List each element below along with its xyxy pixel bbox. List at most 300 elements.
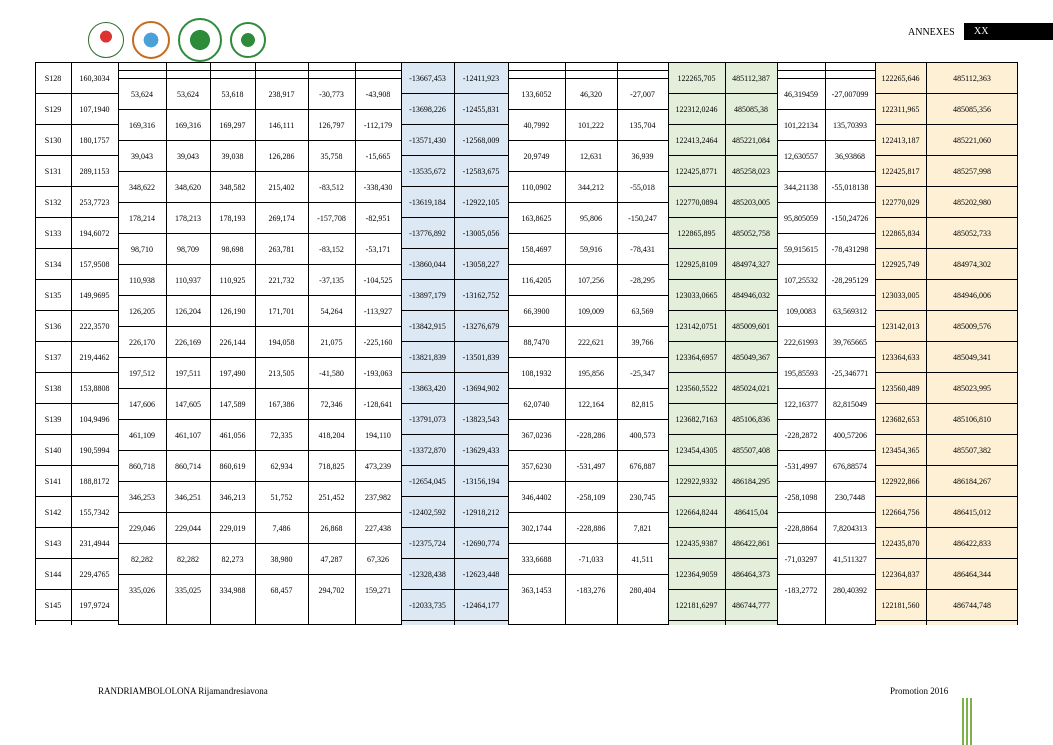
school-logo-icon bbox=[132, 21, 170, 59]
table-cell: 238,917 bbox=[268, 90, 295, 99]
table-cell: 169,316 bbox=[175, 121, 201, 130]
table-cell: 122925,749 bbox=[881, 260, 920, 269]
row-divider bbox=[668, 124, 777, 125]
table-cell: 484974,302 bbox=[953, 260, 991, 269]
table-cell: -150,247 bbox=[628, 214, 657, 223]
table-cell: 163,8625 bbox=[521, 214, 552, 223]
table-cell: S145 bbox=[44, 601, 62, 610]
row-divider bbox=[777, 419, 875, 420]
row-divider bbox=[35, 558, 118, 559]
table-cell: -183,276 bbox=[576, 586, 606, 595]
table-cell: 219,4462 bbox=[79, 353, 110, 362]
table-cell: -13629,433 bbox=[462, 446, 500, 455]
table-cell: 334,988 bbox=[219, 586, 246, 595]
table-cell: 67,326 bbox=[367, 555, 389, 564]
table-cell: 133,6052 bbox=[521, 90, 552, 99]
row-divider bbox=[508, 481, 668, 482]
table-cell: 122425,8771 bbox=[675, 167, 718, 176]
row-divider bbox=[508, 543, 668, 544]
table-cell: 348,622 bbox=[129, 183, 155, 192]
row-divider bbox=[35, 372, 118, 373]
table-cell: S139 bbox=[44, 415, 62, 424]
row-divider bbox=[35, 434, 118, 435]
table-cell: 718,825 bbox=[318, 462, 345, 471]
table-cell: 486422,833 bbox=[953, 539, 991, 548]
table-cell: 104,9496 bbox=[79, 415, 110, 424]
table-cell: 123142,0751 bbox=[675, 322, 718, 331]
row-divider bbox=[508, 264, 668, 265]
table-cell: 59,915615 bbox=[784, 245, 818, 254]
table-cell: 149,9695 bbox=[79, 291, 110, 300]
table-cell: 159,271 bbox=[365, 586, 391, 595]
table-cell: 485024,021 bbox=[732, 384, 770, 393]
row-divider bbox=[118, 543, 401, 544]
row-divider bbox=[777, 171, 875, 172]
table-cell: 41,511327 bbox=[833, 555, 867, 564]
row-divider bbox=[118, 109, 401, 110]
row-divider bbox=[508, 357, 668, 358]
row-divider bbox=[777, 450, 875, 451]
row-divider bbox=[401, 558, 508, 559]
data-table bbox=[35, 62, 1018, 625]
table-cell: 171,701 bbox=[268, 307, 295, 316]
table-cell: 226,144 bbox=[219, 338, 246, 347]
table-cell: 122770,0894 bbox=[675, 198, 718, 207]
table-cell: -128,641 bbox=[363, 400, 393, 409]
table-cell: -228,8864 bbox=[784, 524, 818, 533]
row-divider bbox=[668, 465, 777, 466]
table-cell: 280,40392 bbox=[833, 586, 867, 595]
table-cell: 226,169 bbox=[175, 338, 201, 347]
table-cell: 82,815 bbox=[631, 400, 654, 409]
table-cell: 485507,382 bbox=[953, 446, 991, 455]
table-cell: 63,569 bbox=[631, 307, 654, 316]
row-divider bbox=[508, 70, 668, 71]
table-cell: 178,193 bbox=[219, 214, 246, 223]
table-cell: -13571,430 bbox=[409, 136, 446, 145]
table-cell: 122865,895 bbox=[677, 229, 716, 238]
table-cell: 46,320 bbox=[580, 90, 602, 99]
table-cell: -12654,045 bbox=[409, 477, 446, 486]
table-cell: -27,007 bbox=[630, 90, 655, 99]
table-cell: 135,704 bbox=[629, 121, 656, 130]
row-divider bbox=[668, 372, 777, 373]
row-divider bbox=[401, 186, 508, 187]
table-cell: 180,1757 bbox=[79, 136, 110, 145]
table-cell: 346,213 bbox=[219, 493, 246, 502]
table-cell: -193,063 bbox=[363, 369, 393, 378]
row-divider bbox=[401, 496, 508, 497]
table-cell: 122312,0246 bbox=[675, 105, 718, 114]
row-divider bbox=[777, 78, 875, 79]
row-divider bbox=[118, 624, 401, 625]
table-cell: 21,075 bbox=[320, 338, 343, 347]
table-cell: 485009,601 bbox=[732, 322, 770, 331]
table-cell: -531,497 bbox=[576, 462, 606, 471]
table-cell: 190,5994 bbox=[79, 446, 110, 455]
table-cell: 195,85593 bbox=[784, 369, 818, 378]
table-cell: 215,402 bbox=[268, 183, 295, 192]
table-cell: -113,927 bbox=[363, 307, 393, 316]
row-divider bbox=[508, 233, 668, 234]
row-divider bbox=[401, 62, 508, 63]
row-divider bbox=[118, 202, 401, 203]
row-divider bbox=[401, 434, 508, 435]
table-cell: 122664,8244 bbox=[675, 508, 718, 517]
table-cell: 62,934 bbox=[270, 462, 293, 471]
table-cell: 51,752 bbox=[270, 493, 293, 502]
row-divider bbox=[118, 419, 401, 420]
table-cell: 12,631 bbox=[580, 152, 602, 161]
row-divider bbox=[777, 543, 875, 544]
row-divider bbox=[777, 357, 875, 358]
university-logo-icon bbox=[88, 22, 124, 58]
table-cell: 123560,5522 bbox=[675, 384, 718, 393]
author-name: RANDRIAMBOLOLONA Rijamandresiavona bbox=[98, 686, 268, 696]
row-divider bbox=[875, 341, 1018, 342]
row-divider bbox=[35, 186, 118, 187]
table-cell: 367,0236 bbox=[521, 431, 552, 440]
table-cell: -53,171 bbox=[365, 245, 391, 254]
table-cell: 363,1453 bbox=[521, 586, 552, 595]
table-cell: 110,925 bbox=[219, 276, 246, 285]
table-cell: 135,70393 bbox=[833, 121, 867, 130]
table-cell: 860,714 bbox=[175, 462, 201, 471]
table-cell: 123033,0665 bbox=[675, 291, 718, 300]
table-cell: 485023,995 bbox=[953, 384, 991, 393]
table-cell: S140 bbox=[44, 446, 62, 455]
table-cell: 169,297 bbox=[219, 121, 246, 130]
header-logos bbox=[88, 20, 266, 60]
table-cell: S144 bbox=[44, 570, 62, 579]
table-cell: 229,046 bbox=[129, 524, 155, 533]
row-divider bbox=[668, 155, 777, 156]
table-cell: -13860,044 bbox=[409, 260, 446, 269]
table-cell: 676,88574 bbox=[833, 462, 867, 471]
table-cell: 229,044 bbox=[175, 524, 201, 533]
row-divider bbox=[118, 574, 401, 575]
table-cell: 485221,084 bbox=[732, 136, 770, 145]
table-cell: -13897,179 bbox=[409, 291, 446, 300]
table-cell: 36,93868 bbox=[835, 152, 865, 161]
table-cell: 66,3900 bbox=[523, 307, 550, 316]
table-cell: 230,745 bbox=[629, 493, 656, 502]
row-divider bbox=[118, 171, 401, 172]
row-divider bbox=[508, 109, 668, 110]
row-divider bbox=[777, 481, 875, 482]
row-divider bbox=[875, 620, 1018, 621]
row-divider bbox=[401, 124, 508, 125]
row-divider bbox=[35, 310, 118, 311]
table-cell: 54,264 bbox=[320, 307, 343, 316]
row-divider bbox=[875, 465, 1018, 466]
table-cell: 126,204 bbox=[175, 307, 201, 316]
row-divider bbox=[668, 279, 777, 280]
table-cell: 213,505 bbox=[268, 369, 295, 378]
table-cell: 485106,836 bbox=[732, 415, 770, 424]
table-cell: 109,0083 bbox=[786, 307, 816, 316]
row-divider bbox=[118, 264, 401, 265]
table-cell: -30,773 bbox=[319, 90, 344, 99]
row-divider bbox=[777, 624, 875, 625]
table-cell: -338,430 bbox=[363, 183, 393, 192]
table-cell: 226,170 bbox=[129, 338, 155, 347]
row-divider bbox=[875, 434, 1018, 435]
row-divider bbox=[668, 93, 777, 94]
page-number-box: XX bbox=[964, 23, 1053, 40]
table-cell: S131 bbox=[44, 167, 62, 176]
table-cell: 485112,363 bbox=[953, 74, 991, 83]
row-divider bbox=[668, 217, 777, 218]
table-cell: 473,239 bbox=[365, 462, 391, 471]
table-cell: 289,1153 bbox=[79, 167, 110, 176]
table-cell: 485112,387 bbox=[732, 74, 770, 83]
table-cell: 123142,013 bbox=[881, 322, 920, 331]
row-divider bbox=[875, 403, 1018, 404]
table-cell: -25,346771 bbox=[831, 369, 869, 378]
table-cell: 461,109 bbox=[129, 431, 155, 440]
row-divider bbox=[35, 465, 118, 466]
table-cell: -13667,453 bbox=[409, 74, 446, 83]
table-cell: 860,718 bbox=[129, 462, 155, 471]
row-divider bbox=[508, 171, 668, 172]
row-divider bbox=[508, 419, 668, 420]
table-cell: 160,3034 bbox=[79, 74, 110, 83]
table-cell: 269,174 bbox=[268, 214, 295, 223]
table-cell: 53,624 bbox=[131, 90, 153, 99]
row-divider bbox=[875, 217, 1018, 218]
table-cell: 221,732 bbox=[268, 276, 295, 285]
table-cell: 107,25532 bbox=[784, 276, 818, 285]
africa-logo-icon bbox=[178, 18, 222, 62]
row-divider bbox=[35, 496, 118, 497]
table-cell: 39,043 bbox=[131, 152, 153, 161]
row-divider bbox=[668, 527, 777, 528]
decorative-line bbox=[962, 698, 964, 745]
table-cell: -228,286 bbox=[576, 431, 606, 440]
table-cell: 26,868 bbox=[320, 524, 343, 533]
row-divider bbox=[668, 310, 777, 311]
table-cell: 122664,756 bbox=[881, 508, 920, 517]
table-cell: -13619,184 bbox=[409, 198, 446, 207]
table-cell: -13058,227 bbox=[462, 260, 500, 269]
row-divider bbox=[35, 124, 118, 125]
row-divider bbox=[401, 248, 508, 249]
table-cell: 147,605 bbox=[175, 400, 201, 409]
table-cell: 7,486 bbox=[272, 524, 291, 533]
row-divider bbox=[875, 372, 1018, 373]
table-cell: -12918,212 bbox=[462, 508, 500, 517]
row-divider bbox=[668, 589, 777, 590]
table-cell: 280,404 bbox=[629, 586, 656, 595]
table-cell: -13276,679 bbox=[462, 322, 500, 331]
table-cell: 167,386 bbox=[268, 400, 295, 409]
row-divider bbox=[508, 202, 668, 203]
table-cell: 485203,005 bbox=[732, 198, 770, 207]
row-divider bbox=[401, 155, 508, 156]
table-cell: 46,319459 bbox=[784, 90, 818, 99]
table-cell: 357,6230 bbox=[521, 462, 552, 471]
table-cell: 122181,6297 bbox=[675, 601, 718, 610]
table-cell: 88,7470 bbox=[523, 338, 550, 347]
table-cell: 231,4944 bbox=[79, 539, 110, 548]
table-cell: 178,214 bbox=[129, 214, 155, 223]
table-cell: -41,580 bbox=[319, 369, 344, 378]
table-cell: -13863,420 bbox=[409, 384, 446, 393]
table-cell: 98,709 bbox=[177, 245, 199, 254]
row-divider bbox=[35, 155, 118, 156]
table-cell: 169,316 bbox=[129, 121, 155, 130]
table-cell: 20,9749 bbox=[523, 152, 550, 161]
table-cell: 122,164 bbox=[578, 400, 604, 409]
table-cell: -37,135 bbox=[319, 276, 344, 285]
table-cell: -13823,543 bbox=[462, 415, 500, 424]
table-cell: 7,821 bbox=[633, 524, 652, 533]
row-divider bbox=[875, 93, 1018, 94]
table-cell: 486744,777 bbox=[732, 601, 770, 610]
row-divider bbox=[508, 326, 668, 327]
table-cell: -13156,194 bbox=[462, 477, 500, 486]
row-divider bbox=[118, 295, 401, 296]
table-cell: 107,1940 bbox=[79, 105, 110, 114]
row-divider bbox=[777, 326, 875, 327]
table-cell: 35,758 bbox=[320, 152, 343, 161]
table-cell: 126,797 bbox=[318, 121, 345, 130]
table-cell: S129 bbox=[44, 105, 62, 114]
table-cell: 197,511 bbox=[175, 369, 201, 378]
table-cell: 485507,408 bbox=[732, 446, 770, 455]
table-cell: 123364,633 bbox=[881, 353, 920, 362]
row-divider bbox=[508, 450, 668, 451]
row-divider bbox=[118, 70, 401, 71]
table-cell: 485257,998 bbox=[953, 167, 991, 176]
table-cell: -83,152 bbox=[319, 245, 344, 254]
row-divider bbox=[35, 248, 118, 249]
table-cell: 47,287 bbox=[320, 555, 343, 564]
table-cell: 12,630557 bbox=[784, 152, 818, 161]
table-cell: -71,033 bbox=[578, 555, 604, 564]
table-cell: 346,4402 bbox=[521, 493, 552, 502]
table-cell: 400,57206 bbox=[833, 431, 867, 440]
table-cell: 486464,344 bbox=[953, 570, 991, 579]
table-cell: 485258,023 bbox=[732, 167, 770, 176]
table-cell: 253,7723 bbox=[79, 198, 110, 207]
table-cell: 485106,810 bbox=[953, 415, 991, 424]
table-cell: 68,457 bbox=[270, 586, 293, 595]
row-divider bbox=[401, 372, 508, 373]
table-cell: 486744,748 bbox=[953, 601, 991, 610]
table-cell: 123682,7163 bbox=[675, 415, 718, 424]
table-cell: 63,569312 bbox=[833, 307, 867, 316]
table-cell: 122181,560 bbox=[881, 601, 920, 610]
table-cell: 110,937 bbox=[175, 276, 201, 285]
table-cell: -78,431 bbox=[630, 245, 655, 254]
table-cell: -12402,592 bbox=[409, 508, 446, 517]
table-cell: -225,160 bbox=[363, 338, 393, 347]
table-cell: 178,213 bbox=[175, 214, 201, 223]
table-cell: 418,204 bbox=[318, 431, 345, 440]
table-cell: 229,019 bbox=[219, 524, 246, 533]
row-divider bbox=[875, 310, 1018, 311]
row-divider bbox=[668, 341, 777, 342]
table-cell: -82,951 bbox=[365, 214, 391, 223]
table-cell: -12411,923 bbox=[462, 74, 500, 83]
table-cell: 108,1932 bbox=[521, 369, 552, 378]
row-divider bbox=[875, 589, 1018, 590]
table-cell: -258,109 bbox=[576, 493, 606, 502]
table-cell: 122770,029 bbox=[881, 198, 920, 207]
table-cell: 122925,8109 bbox=[675, 260, 718, 269]
row-divider bbox=[508, 295, 668, 296]
decorative-line bbox=[970, 698, 972, 745]
table-cell: 222,61993 bbox=[784, 338, 818, 347]
table-cell: -13005,056 bbox=[462, 229, 500, 238]
table-cell: 157,9508 bbox=[79, 260, 110, 269]
row-divider bbox=[777, 233, 875, 234]
table-cell: 485085,356 bbox=[953, 105, 991, 114]
table-cell: 59,916 bbox=[580, 245, 602, 254]
table-cell: 82,282 bbox=[131, 555, 153, 564]
table-cell: 101,22134 bbox=[784, 121, 818, 130]
table-cell: 107,256 bbox=[578, 276, 604, 285]
table-cell: -104,525 bbox=[363, 276, 393, 285]
table-cell: 485009,576 bbox=[953, 322, 991, 331]
table-cell: 147,589 bbox=[219, 400, 246, 409]
row-divider bbox=[401, 620, 508, 621]
table-cell: 122265,646 bbox=[881, 74, 920, 83]
table-cell: -12033,735 bbox=[409, 601, 446, 610]
table-cell: -12328,438 bbox=[409, 570, 446, 579]
table-cell: -12464,177 bbox=[462, 601, 500, 610]
table-cell: -13501,839 bbox=[462, 353, 500, 362]
table-cell: S128 bbox=[44, 74, 62, 83]
table-cell: -150,24726 bbox=[831, 214, 869, 223]
row-divider bbox=[777, 202, 875, 203]
table-cell: 294,702 bbox=[318, 586, 345, 595]
table-cell: 197,490 bbox=[219, 369, 246, 378]
row-divider bbox=[118, 357, 401, 358]
table-cell: 486464,373 bbox=[732, 570, 770, 579]
table-cell: 101,222 bbox=[578, 121, 604, 130]
table-cell: 122413,2464 bbox=[675, 136, 718, 145]
table-cell: -27,007099 bbox=[831, 90, 869, 99]
table-cell: S142 bbox=[44, 508, 62, 517]
table-cell: 237,982 bbox=[365, 493, 391, 502]
row-divider bbox=[35, 341, 118, 342]
table-cell: 486184,267 bbox=[953, 477, 991, 486]
table-cell: S136 bbox=[44, 322, 62, 331]
table-cell: -12690,774 bbox=[462, 539, 500, 548]
table-cell: 110,938 bbox=[129, 276, 155, 285]
row-divider bbox=[35, 217, 118, 218]
table-cell: -28,295 bbox=[630, 276, 655, 285]
row-divider bbox=[118, 450, 401, 451]
table-cell: 122311,965 bbox=[881, 105, 920, 114]
table-cell: 72,335 bbox=[270, 431, 293, 440]
table-cell: 486422,861 bbox=[732, 539, 770, 548]
table-cell: -13162,752 bbox=[462, 291, 500, 300]
table-cell: 122922,866 bbox=[881, 477, 920, 486]
table-cell: 195,856 bbox=[578, 369, 604, 378]
table-cell: 123033,005 bbox=[881, 291, 920, 300]
row-divider bbox=[401, 279, 508, 280]
row-divider bbox=[118, 62, 401, 63]
row-divider bbox=[118, 233, 401, 234]
row-divider bbox=[668, 403, 777, 404]
table-cell: 39,766 bbox=[631, 338, 654, 347]
row-divider bbox=[875, 124, 1018, 125]
row-divider bbox=[668, 186, 777, 187]
